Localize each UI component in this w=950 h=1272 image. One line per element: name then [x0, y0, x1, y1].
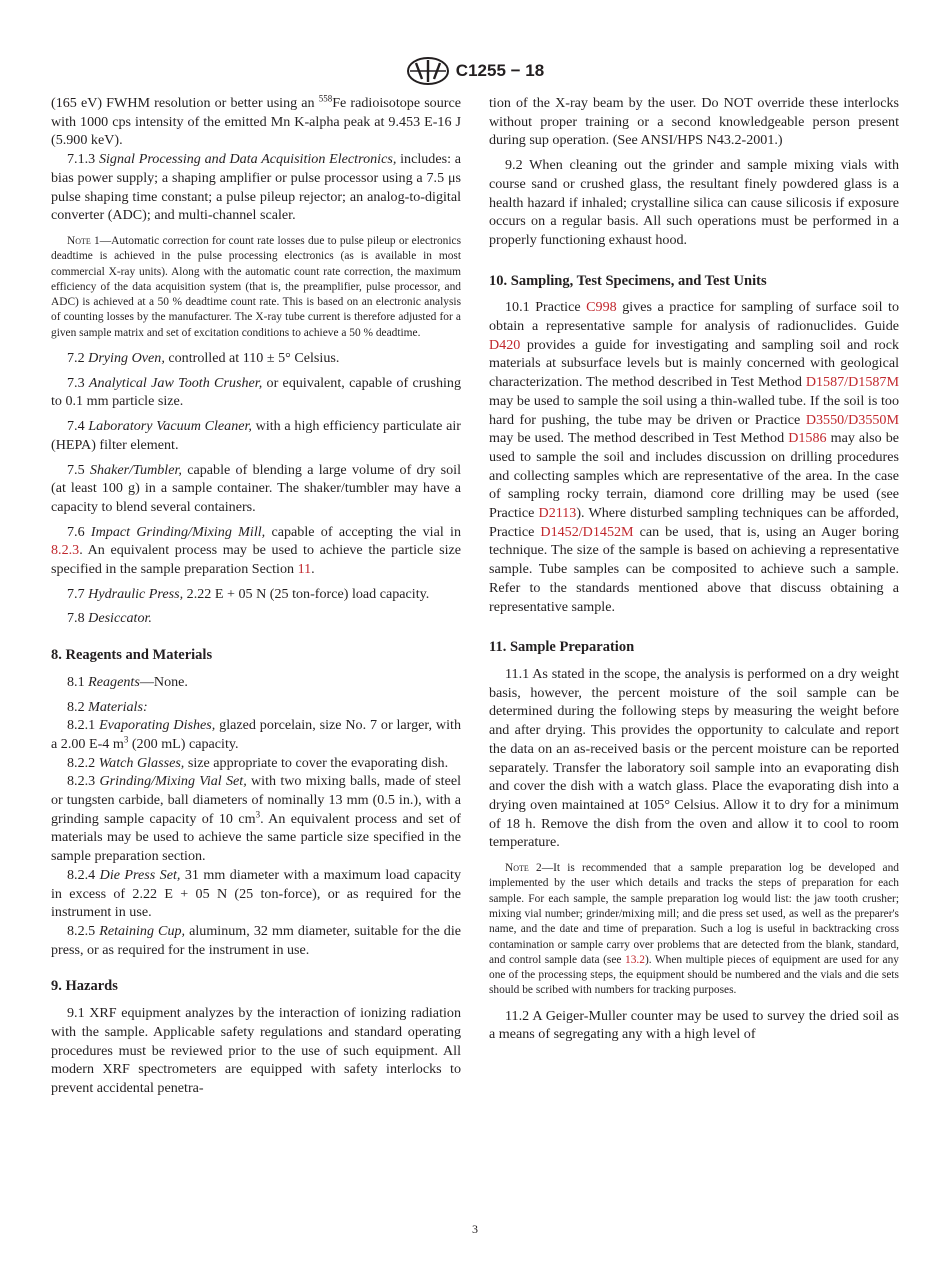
paragraph-8-2: 8.2 Materials: [67, 698, 148, 715]
standard-link-d1452[interactable]: D1452/D1452M [540, 523, 634, 540]
right-column [489, 94, 899, 1044]
standard-link-d3550[interactable]: D3550/D3550M [805, 411, 899, 428]
paragraph-9-1-cont: tion of the X-ray beam by the user. Do NOT override these interlocks without proper training or a second knowledgeable person present during sup operation. (See ANSI/HPS N43.2-2001.) [489, 95, 899, 149]
paragraph-8-2-5: 8.2.5 Retaining Cup, aluminum, 32 mm diameter, suitable for the die press, or as required for the instrument in use. [51, 922, 461, 958]
standard-link-c998[interactable]: C998 [586, 299, 617, 316]
paragraph-9-1: 9.1 XRF equipment analyzes by the interaction of ionizing radiation with the sample. Applicable safety regulations and standard operating procedures must be reviewed prior to the use of such equipment. All modern XRF spectrometers are equipped with safety interlocks to prevent accidental penetra- [51, 1005, 461, 1096]
paragraph-7-1-3: 7.1.3 Signal Processing and Data Acquisition Electronics, includes: a bias power supply; a shaping amplifier or pulse processor using a 7.5 μs pulse shaping time constant; a pulse pileup rejector; an analog-to-digital converter (ADC); and multi-channel scaler. [51, 151, 462, 224]
section-heading-10: 10. Sampling, Test Specimens, and Test Units [489, 272, 767, 289]
section-heading-9: 9. Hazards [51, 978, 118, 995]
standard-link-d1587[interactable]: D1587/D1587M [805, 374, 899, 391]
section-link-13-2[interactable]: 13.2 [625, 953, 645, 966]
standard-designation: C1255 − 18 [455, 61, 545, 80]
paragraph-7-1-2-cont: (165 eV) FWHM resolution or better using an $^{558}$Fe radioisotope source with 1000 cps intensity of the emitted Mn K-alpha peak at 9.453 E-16 J (5.900 keV). [51, 93, 461, 149]
paragraph-7-6: 7.6 Impact Grinding/Mixing Mill, capable of accepting the vial in 8.2.3. An equivalent process may be used to achieve the particle size specified in the sample preparation Section 11. [51, 523, 461, 578]
paragraph-8-2-3: 8.2.3 Grinding/Mixing Vial Set, with two mixing balls, made of steel or tungsten carbide, ball diameters of nominally 13 mm (0.5 in.), with a grinding sample capacity of 10 $cm^3$. An equivalent process and set of materials may be used to achieve the same particle size specified in the sample preparation section. [51, 773, 462, 865]
paragraph-7-3: 7.3 Analytical Jaw Tooth Crusher, or equivalent, capable of crushing to 0.1 mm particle size. [51, 374, 461, 410]
standard-link-d1586[interactable]: D1586 [788, 430, 827, 447]
paragraph-9-2: 9.2 When cleaning out the grinder and sample mixing vials with course sand or crushed glass, the resultant finely powdered glass is a health hazard if inhaled; crystalline silica can cause silicosis if exposure occurs on a regular basis. All such operations must be performed in a properly functioning exhaust hood. [489, 157, 899, 248]
paragraph-11-1: 11.1 As stated in the scope, the analysis is performed on a dry weight basis, however, the percent moisture of the soil sample can be determined during the following steps by measuring the weight before and after drying. This provides the opportunity to calculate and report the data on an as-received basis or the percent moisture can be reported separately. Transfer the laboratory soil sample into an evaporating dish and cover the dish with a watch glass. Place the evaporating dish into a drying oven maintained at 105° Celsius. Allow it to dry for a minimum of 18 h. Remove the dish from the oven and allow it to cool to room temperature. [489, 665, 899, 851]
paragraph-8-2-2: 8.2.2 Watch Glasses, size appropriate to cover the evaporating dish. [67, 754, 449, 771]
paragraph-8-2-1: 8.2.1 Evaporating Dishes, glazed porcelain, size No. 7 or larger, with a 2.00 E-4 $m^3$ (200 mL) capacity. [51, 717, 461, 752]
paragraph-7-5: 7.5 Shaker/Tumbler, capable of blending a large volume of dry soil (at least 100 g) in a sample container. The shaker/tumbler may have a capacity to blend several containers. [51, 461, 462, 515]
left-column [51, 94, 461, 1098]
paragraph-8-2-4: 8.2.4 Die Press Set, 31 mm diameter with a maximum load capacity in excess of 2.22 E + 05 N (25 ton-force), or as required for the instrument in use. [51, 866, 461, 921]
paragraph-7-8: 7.8 Desiccator. [67, 610, 152, 627]
section-link-8-2-3[interactable]: 8.2.3 [51, 542, 80, 559]
astm-logo-icon [406, 56, 450, 86]
section-link-11[interactable]: 11 [297, 561, 312, 578]
paragraph-11-2: 11.2 A Geiger-Muller counter may be used to survey the dried soil as a means of segregating any with a high level of [489, 1007, 899, 1043]
note-2: Note 2—It is recommended that a sample preparation log be developed and implemented by the user which details and tracks the steps of preparation for each sample. For each sample, the sample preparation log would list: the jaw tooth crusher; mixing vial number; grinder/mixing mill; and die press set used, as well as the preparer's name, and the date and time of preparation. Such a log is useful in backtracking cross contamination or sample carry over problems that are detected from the blank, standard, and control sample data (see 13.2). When multiple pieces of equipment are used for any one of the processing steps, the equipment should be numbered and the vials and die sets should be scribed with numbers for tracking purposes. [489, 862, 900, 997]
paragraph-7-4: 7.4 Laboratory Vacuum Cleaner, with a high efficiency particulate air (HEPA) filter element. [51, 418, 461, 453]
paragraph-7-7: 7.7 Hydraulic Press, 2.22 E + 05 N (25 ton-force) load capacity. [67, 585, 430, 602]
standard-link-d2113[interactable]: D2113 [538, 505, 577, 522]
section-heading-8: 8. Reagents and Materials [51, 647, 213, 664]
section-heading-11: 11. Sample Preparation [489, 639, 635, 656]
note-1: Note 1—Automatic correction for count rate losses due to pulse pileup or electronics deadtime is achieved in the pulse processing electronics (as is available in most commercial X-ray units). Along with the automatic count rate correction, the maximum efficiency of the data acquisition system (that is, the preamplifier, pulse processor, and ADC) is achieved at a 50 % deadtime count rate. This is based on an electronic analysis of counting losses by the manufacturer. The X-ray tube current is therefore adjusted for a given sample matrix and set of excitation conditions to achieve a 50 % deadtime. [51, 234, 462, 339]
page-header [0, 56, 950, 86]
paragraph-8-1: 8.1 Reagents—None. [67, 673, 188, 690]
paragraph-7-2: 7.2 Drying Oven, controlled at 110 ± 5° Celsius. [67, 350, 340, 366]
page-number: 3 [472, 1222, 478, 1236]
paragraph-10-1: 10.1 Practice C998 gives a practice for sampling of surface soil to obtain a representative sample for analysis of radionuclides. Guide D420 provides a guide for investigating and sampling soil and rock materials at subsurface levels but is mainly concerned with geological characterization. The method described in Test Method D1587/D1587M may be used to sample the soil using a thin-walled tube. If the soil is too hard for pushing, the tube may be driven or Practice D3550/D3550M may be used. The method described in Test Method D1586 may also be used to sample the soil and includes discussion on drilling procedures and collecting samples which are representative of the area. In the case of sampling rocky terrain, diamond core drilling may be used (see Practice D2113). Where disturbed sampling techniques can be afforded, Practice D1452/D1452M can be used, that is, using an Auger boring technique. The size of the sample is based on achieving a representative sample. Tube samples can be composited to achieve such a sample. Refer to the standards mentioned above that discuss obtaining a representative sample. [489, 299, 899, 615]
standard-link-d420[interactable]: D420 [489, 336, 521, 353]
